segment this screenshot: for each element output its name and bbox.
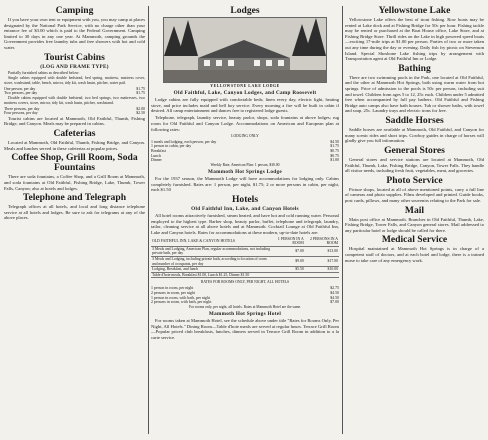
tourist-cabins-heading: Tourist Cabins [44,51,105,63]
tourist-cabins-note: Tourist cabins are located at Mammoth, Old Faithful, Thumb, Fishing Bridge, and Canyon. Meals may be prepared in cabins. [4,115,145,127]
rooms-only-heading: RATES FOR ROOMS ONLY, PER NIGHT, ALL HOTELS [200,280,290,285]
rate-row: 2 persons in room, with bath, per night $7.00 [151,300,339,305]
single-cabin-text: Single cabins equipped with double bedstead, bed spring, mattress, mattress cover, stove, washstand, table, bench, mirror, tidy kit, wash basin, pitcher, water pail. [4,76,145,86]
general-stores-heading: General Stores [384,144,445,156]
telephone-heading: Telephone and Telegraph [22,192,127,204]
mail-text: Main post office at Mammoth. Branches in Old Faithful, Thumb, Lake, Fishing Bridge, Tower Falls, and Canyon general stores. Mail addressed to any particular hotel or lodge should be called for there. [345,216,484,233]
saddle-horses-heading: Saddle Horses [385,115,444,127]
rate-row: Three persons, per day $2.00 [4,106,145,111]
mammoth-hotel-text: For rooms taken at Mammoth Hotel, see the schedule above under title "Rates for Rooms Only, Per Night, All Hotels." Dining Room—Table d'hote meals are served at regular hours. Terrace Grill Room—Popular priced club breakfasts, lunches, dinners served in Terrace Grill Room in addition to a la carte service. [151,317,339,340]
table-row: 3 Meals and Lodging, American Plan, regular accommodations, not including private bath, per day $7.00 $13.00 [152,246,338,256]
lodge-photo [163,17,327,83]
mail-heading: Mail [404,204,425,216]
double-cabin-text: Double cabins equipped with double bedstead, two bed springs, two mattresses, two mattress covers, stove, mirror, tidy kit, wash basin, pitcher, washstand. [4,96,145,105]
yellowstone-lake-heading: Yellowstone Lake [378,5,451,16]
rate-row: 1 person in room, per night $2.75 [151,286,339,291]
lodges-subheading: Old Faithful, Lake, Canyon Lodges, and Camp Roosevelt [173,90,317,97]
medical-text: Hospital maintained at Mammoth Hot Springs is in charge of a competent staff of doctors, and at each hotel and lodge, there is a trained nurse to take care of any emergency work. [345,246,484,263]
saddle-horses-text: Saddle horses are available at Mammoth, Old Faithful, and Canyon for many scenic rides and short trips. Cowboy guides in charge of horses will gladly give you full information. [345,127,484,144]
bathing-text: There are two swimming pools in the Park, one located at Old Faithful, and the other at Mammoth Hot Springs, both using warm water from hot springs. Price of admission to the pools is 50c per person, including suit and towel. Children from ages 5 to 12, 25c each. Children under 5 admitted free when accompanied by full pay bathers. Old Faithful and Fishing Bridge auto camps also have bath houses. Tub or shower baths, with towel and soap, 25c. Laundry trays and electric irons for free. [345,74,484,114]
cafeterias-text: Located at Mammoth, Old Faithful, Thumb, Fishing Bridge, and Canyon. Meals and lunches served in these cafeterias at popular prices. [4,140,145,151]
photo-service-section [345,176,484,204]
tourist-cabins-section [4,53,145,127]
lodge-photo-caption: YELLOWSTONE LAKE LODGE [210,84,280,89]
table-row: Lodging, Breakfast, and lunch $5.50 $10.00 [152,267,338,272]
lodges-heading: Lodges [230,5,260,16]
rate-row: 1 person in room, with bath, per night $4.50 [151,295,339,300]
hotels-text: All hotel rooms attractively furnished, steam heated, and have hot and cold running water. Personal employed to the highest type. Barber shop, beauty parlor, buffet, telephone and telegraph, laundry, tailor, cleaning service at all above hotels and at Mammoth. Cocktail Lounge at Old Faithful Inn, Lake and Canyon hotels. Rates for accommodations at these modern, up-to-date hotels are: [151,212,339,235]
yellowstone-lake-text: Yellowstone Lake offers the best of trout fishing. Row boats may be rented at Lake dock and at Fishing Bridge for 50c per hour. Fishing tackle may be rented or purchased at the Boat House office, Lake Store, and at Fishing Bridge Store. Thrill rides on the Lake in high powered speed boats—exciting 17-mile trips at $1.00 per person. Parties of two or more taken out any time during the day or evening. Daily fish fry picnic on Stevenson Island. Special Shoshone Lake fishing trips by arrangement with Transportation agent at Old Faithful Inn or Lodge. [345,17,484,62]
column-divider [148,6,149,434]
table-row: 3 Meals and Lodging, including private bath, according to location of room and number of occupants, per day $9.00 $17.00 [152,256,338,266]
rate-row: One person, per day $1.75 [4,86,145,91]
camping-heading: Camping [55,5,94,16]
lodges-text: Lodge cabins are fully equipped with comfortable beds; linen every day, electric light, heating stove, and price includes maid and bell boy service. Every morning a fire will be built in cabin if desired. All camp entertainment and dances free to registered lodge guests. [151,97,339,114]
photo-service-text: Picture shops, located at all of above mentioned points, carry a full line of cameras and photo supplies. Films developed and printed. Guide books, post cards, pillows, and many other souvenirs relating to the Park for sale. [345,186,484,203]
mammoth-lodge-text: For the 1937 season, the Mammoth Lodge will have accommodations for lodging only. Cabins completely furnished. Rates are: 1 person, per night, $1.75; 2 or more persons in cabin, per night, each $1.50 [151,176,339,193]
general-stores-text: General stores and service stations are located at Mammoth, Old Faithful, Thumb, Lake, Fishing Bridge, Canyon, Tower Falls. They handle all visitor needs, including fresh fruit, vegetables, meat, and groceries. [345,156,484,174]
coffee-shop-text: There are soda fountains, a Coffee Shop, and a Grill Room at Mammoth, and soda fountains at Old Faithful, Fishing Bridge, Lake, Thumb, Tower Falls, Canyon; also at hotels and lodges. [4,174,145,191]
camping-text: If you have your own tent or equipment with you, you may camp at places designated by the National Park Service, with no charge other than your entrance fee of $3.00 which is paid to the Federal Government. Camping limited to 30 days in any one year. At Mammoth, camping grounds the Government provides free laundry tubs and free showers with hot and cold water. [4,17,145,51]
column-divider [342,6,343,434]
weekly-rate: Weekly Rate, American Plan: 1 person, $30.00 [210,163,280,168]
tourist-cabins-intro: Partially furnished cabins as described below: [8,70,80,75]
bathing-heading: Bathing [398,62,431,74]
table-row: Table d'hote meals, Breakfast $1.00, Lunch $1.25, Dinner $1.50 [151,272,339,278]
telephone-text: Telegraph offices at all hotels, and local and long distance telephone service at all hotels and lodges. Be sure to ask for telegrams at any of the above places. [4,204,145,221]
left-column [4,4,145,438]
tourist-cabins-subheading: (LOG AND FRAME TYPE) [40,63,109,70]
lodges-text-2: Telephone, telegraph, laundry service, beauty parlor, shops, soda fountains at above lodges; rug room for Old Faithful and Canyon Lodge. Accommodations on American and European plan at following rates: [151,115,339,132]
table-header-row: OLD FAITHFUL INN, LAKE & CANYON HOTELS 1 PERSON IN A ROOM 2 PERSONS IN A ROOM [152,236,338,246]
rate-row: Four persons, per day $2.50 [4,111,145,116]
center-column [151,4,339,438]
medical-heading: Medical Service [381,234,448,246]
lodge-photo-image [164,18,326,82]
mail-section [345,206,484,234]
photo-service-heading: Photo Service [386,174,443,186]
mammoth-hotel-heading: Mammoth Hot Springs Hotel [208,310,282,317]
hotels-subheading: Old Faithful Inn, Lake, and Canyon Hotels [191,205,299,212]
rate-row: Two persons, per day $1.75 [4,91,145,96]
rate-row: 1 meals and lodging, each person, per day $4.50 [151,139,339,144]
coffee-shop-section [4,153,145,191]
hotels-heading: Hotels [231,193,259,205]
rate-row: 1 person in cabin, per day $1.75 [151,144,339,149]
hotel-rates-table [151,237,339,278]
general-stores-section [345,146,484,174]
rate-row: Breakfast $0.75 [151,149,339,153]
cafeterias-section [4,129,145,151]
camping-section [4,6,145,51]
rate-row: Lunch $0.75 [151,153,339,158]
rooms-only-note: For rooms only, per night, all hotels. Rates at Mammoth Hotel are the same. [188,304,302,309]
cafeterias-heading: Cafeterias [53,128,96,140]
saddle-horses-section [345,116,484,144]
rate-row: 2 persons in room, per night $4.50 [151,290,339,295]
bathing-section [345,64,484,114]
telephone-section [4,193,145,221]
rate-row: Dinner $1.00 [151,158,339,163]
medical-section [345,235,484,263]
yellowstone-lake-section [345,6,484,62]
right-column [345,4,484,438]
mammoth-lodge-heading: Mammoth Hot Springs Lodge [208,169,282,176]
lodges-rates-heading: LODGING ONLY [231,133,259,138]
coffee-shop-heading: Coffee Shop, Grill Room, Soda Fountains [11,152,138,174]
